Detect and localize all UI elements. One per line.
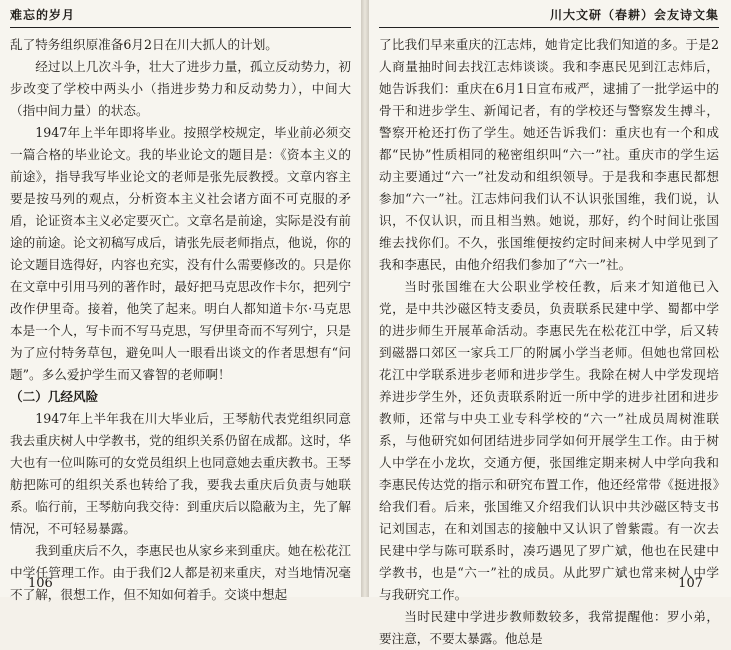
section-heading: （二）几经风险 <box>10 389 99 404</box>
left-body-text <box>10 34 351 606</box>
right-page-header <box>379 0 719 30</box>
left-page <box>0 0 361 602</box>
paragraph: 当时张国维在大公职业学校任教，后来才知道他已入党，是中共沙磁区特支委员，负责联系民建中学、蜀都中学的进步师生开展革命活动。李惠民先在松花江中学，后又转到磁器口郊区一家兵工厂的附属小学当老师。但她也常回松花江中学联系进步老师和进步学生。我除在树人中学发现培养进步学生外，还负责联系附近一所中学的进步社团和进步教师，还常与中央工业专科学校的“六一”社成员周树淮联系，与他研究如何团结进步同学如何开展学生工作。由于树人中学在小龙坎，交通方便，张国维定期来树人中学向我和李惠民传达党的指示和研究布置工作，他还经常带《挺进报》给我们看。后来，张国维又介绍我们认识中共沙磁区特支书记刘国志，在和刘国志的接触中又认识了曾紫霞。有一次去民建中学与陈可联系时，凑巧遇见了罗广斌，他也在民建中学教书，也是“六一”社的成员。从此罗广斌也常来树人中学与我研究工作。 <box>379 279 719 602</box>
left-running-title: 难忘的岁月 <box>10 8 76 22</box>
page-number-right: 107 <box>678 576 703 591</box>
right-running-title: 川大文研（春耕）会友诗文集 <box>549 8 719 22</box>
paragraph: 我到重庆后不久，李惠民也从家乡来到重庆。她在松花江中学任管理工作。由于我们2人都是初来重庆，对当地情况毫不了解，很想工作，但不知如何着手。交谈中想起 <box>10 543 351 602</box>
header-rule <box>10 27 351 28</box>
paragraph: 了比我们早来重庆的江志炜，她肯定比我们知道的多。于是2人商量抽时间去找江志炜谈谈。我和李惠民见到江志炜后，她告诉我们：重庆在6月1日宣布戒严，逮捕了一批学运中的骨干和进步学生、新闻记者，有的学校还与警察发生搏斗，警察开枪还打伤了学生。她还告诉我们：重庆也有一个和成都“民协”性质相同的秘密组织叫“六一”社。重庆市的学生运动主要通过“六一”社发动和组织领导。于是我和李惠民都想参加“六一”社。江志炜问我们认不认识张国维，我们说，认识，不仅认识，而且相当熟。她说，那好，约个时间让张国维去找你们。不久，张国维便按约定时间来树人中学见到了我和李惠民，由他介绍我们参加了“六一”社。 <box>379 37 719 272</box>
paragraph: 乱了特务组织原准备6月2日在川大抓人的计划。 <box>10 37 278 52</box>
page-number-left: 106 <box>28 576 53 591</box>
header-rule <box>379 27 719 28</box>
paragraph: 1947年上半年即将毕业。按照学校规定，毕业前必须交一篇合格的毕业论文。我的毕业论文的题目是：《资本主义的前途》，指导我写毕业论文的老师是张先辰教授。文章内容主要是按马列的观点，分析资本主义社会诸方面不可克服的矛盾，论证资本主义必定要灭亡。文章名是前途，实际是没有前途的前途。论文初稿写成后，请张先辰老师指点，他说，你的论文题目选得好，内容也充实，没有什么需要修改的。只是你在文章中引用马列的著作时，最好把马克思改作卡尔，把列宁改作伊里奇。接着，他笑了起来。明白人都知道卡尔·马克思本是一个人，写卡而不写马克思，写伊里奇而不写列宁，只是为了应付特务草包，避免叫人一眼看出谈文的作者思想有“问题”。多么爱护学生而又睿智的老师啊！ <box>10 125 351 382</box>
book-gutter <box>361 0 369 597</box>
paragraph: 经过以上几次斗争，壮大了进步力量，孤立反动势力，初步改变了学校中两头小（指进步势力和反动势力），中间大（指中间力量）的状态。 <box>10 59 351 118</box>
paragraph: 1947年上半年我在川大毕业后，王琴舫代表党组织同意我去重庆树人中学教书，党的组织关系仍留在成都。这时，华大也有一位叫陈可的女党员组织上也同意她去重庆教书。王琴舫把陈可的组织关系也转给了我，要我去重庆后负责与她联系。临行前，王琴舫向我交待：到重庆后以隐蔽为主，先了解情况，不可轻易暴露。 <box>10 411 351 536</box>
paragraph: 当时民建中学进步教师数较多，我常提醒他：罗小弟，要注意，不要太暴露。他总是 <box>379 609 719 646</box>
right-page <box>369 0 731 646</box>
right-body-text <box>379 34 719 650</box>
left-page-header <box>10 0 351 30</box>
